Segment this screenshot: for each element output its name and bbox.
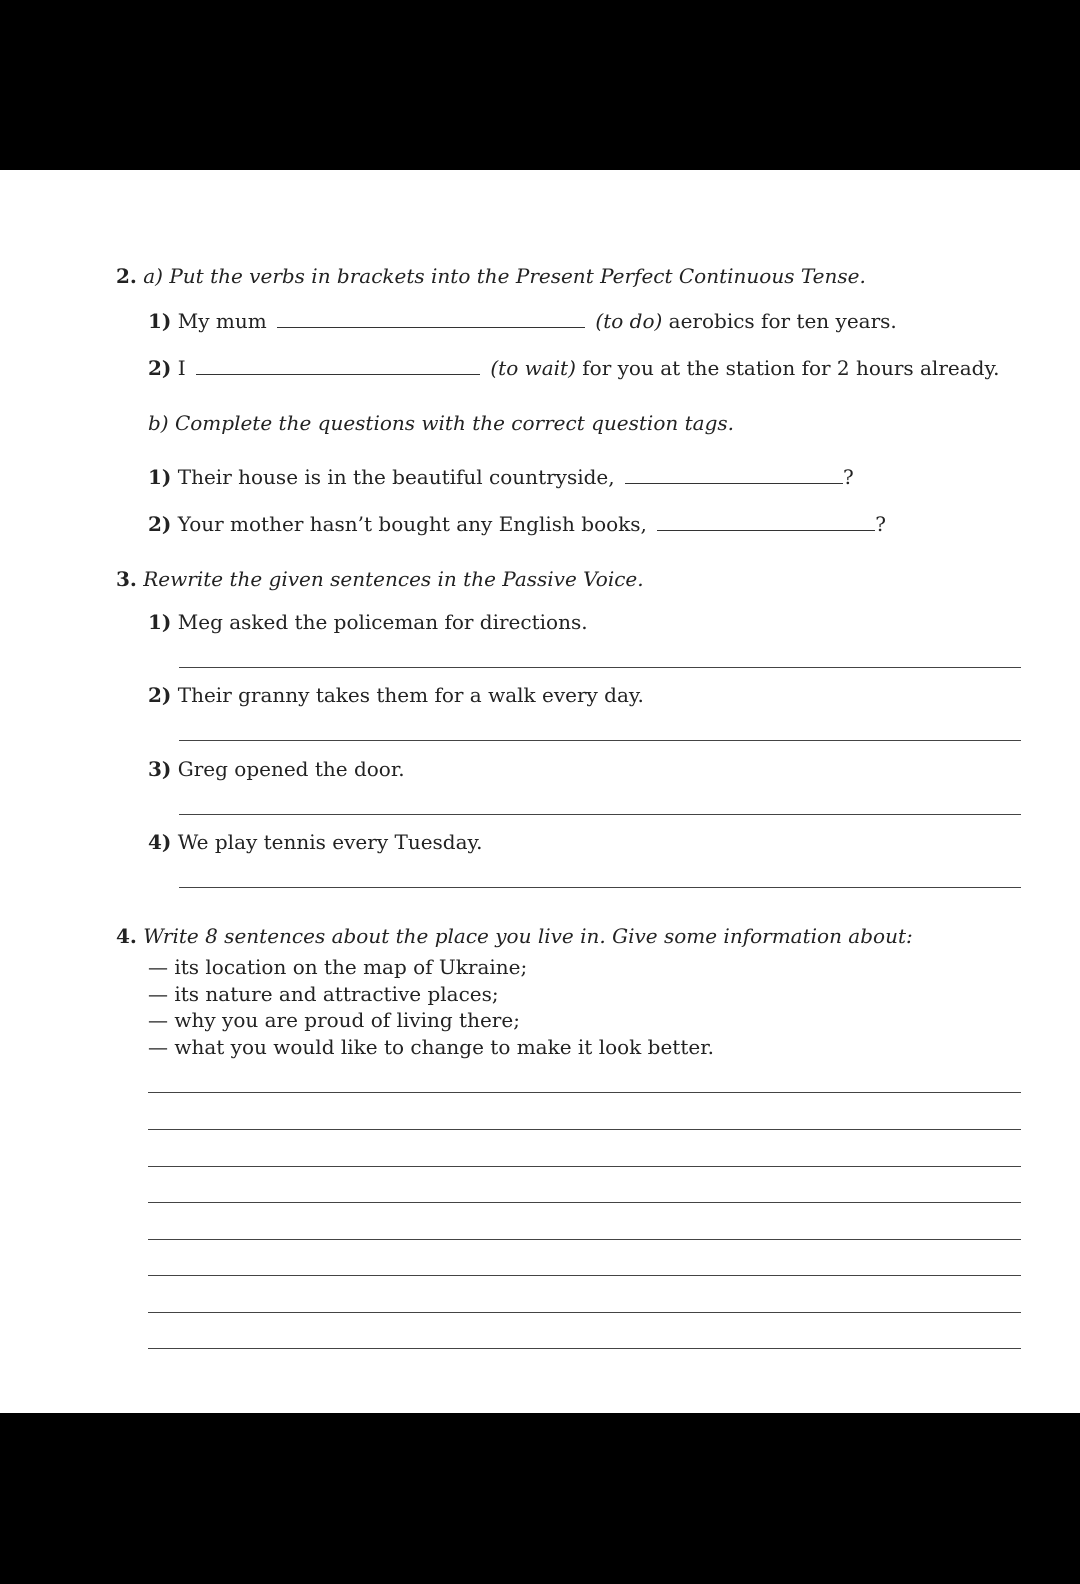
task2a-item-2 bbox=[148, 354, 999, 380]
task2b-item-2 bbox=[148, 510, 886, 536]
item-number: 1) bbox=[148, 465, 172, 489]
task4-bullet: — its nature and attractive places; bbox=[148, 982, 499, 1006]
item-number: 4) bbox=[148, 830, 172, 854]
item-number: 2) bbox=[148, 683, 172, 707]
question-tag-blank[interactable] bbox=[657, 510, 875, 531]
item-text-before: My mum bbox=[177, 309, 267, 333]
item-text-before: I bbox=[177, 356, 186, 380]
question-mark: ? bbox=[875, 512, 886, 536]
item-text: Their house is in the beautiful countryside, bbox=[177, 465, 615, 489]
writing-line[interactable] bbox=[148, 1275, 1021, 1276]
item-number: 3) bbox=[148, 757, 172, 781]
item-number: 1) bbox=[148, 610, 172, 634]
writing-line[interactable] bbox=[148, 1166, 1021, 1167]
verb-hint: (to do) bbox=[595, 309, 663, 333]
item-text: We play tennis every Tuesday. bbox=[177, 830, 483, 854]
question-tag-blank[interactable] bbox=[625, 463, 843, 484]
task4-bullet: — why you are proud of living there; bbox=[148, 1008, 520, 1032]
answer-blank[interactable] bbox=[277, 307, 585, 328]
worksheet-page bbox=[0, 170, 1080, 1413]
task3-heading bbox=[116, 567, 644, 591]
item-number: 2) bbox=[148, 512, 172, 536]
item-text: Your mother hasn’t bought any English books, bbox=[177, 512, 647, 536]
item-number: 2) bbox=[148, 356, 172, 380]
writing-line[interactable] bbox=[148, 1348, 1021, 1349]
item-text: Greg opened the door. bbox=[177, 757, 405, 781]
task4-instruction: Write 8 sentences about the place you live in. Give some information about: bbox=[143, 924, 913, 948]
verb-hint: (to wait) bbox=[490, 356, 576, 380]
answer-blank[interactable] bbox=[196, 354, 480, 375]
writing-line[interactable] bbox=[148, 1092, 1021, 1093]
task3-item-3 bbox=[148, 757, 405, 781]
task2-number: 2. bbox=[116, 264, 137, 288]
task4-bullet: — its location on the map of Ukraine; bbox=[148, 955, 528, 979]
task3-instruction: Rewrite the given sentences in the Passive Voice. bbox=[143, 567, 644, 591]
item-text-after: for you at the station for 2 hours already. bbox=[582, 356, 1000, 380]
task4-heading bbox=[116, 924, 913, 948]
task3-item-4 bbox=[148, 830, 483, 854]
task3-item-1 bbox=[148, 610, 588, 634]
answer-line[interactable] bbox=[179, 814, 1021, 815]
task4-number: 4. bbox=[116, 924, 137, 948]
task4-bullet: — what you would like to change to make it look better. bbox=[148, 1035, 714, 1059]
task2a-item-1 bbox=[148, 307, 897, 333]
item-number: 1) bbox=[148, 309, 172, 333]
task2a-instruction: a) Put the verbs in brackets into the Present Perfect Continuous Tense. bbox=[143, 264, 866, 288]
task2-heading bbox=[116, 264, 866, 288]
writing-line[interactable] bbox=[148, 1312, 1021, 1313]
writing-line[interactable] bbox=[148, 1202, 1021, 1203]
item-text: Their granny takes them for a walk every day. bbox=[177, 683, 644, 707]
task2b-instruction: b) Complete the questions with the correct question tags. bbox=[148, 411, 734, 435]
task3-item-2 bbox=[148, 683, 644, 707]
answer-line[interactable] bbox=[179, 887, 1021, 888]
task2b-item-1 bbox=[148, 463, 854, 489]
writing-line[interactable] bbox=[148, 1239, 1021, 1240]
writing-line[interactable] bbox=[148, 1129, 1021, 1130]
task3-number: 3. bbox=[116, 567, 137, 591]
item-text: Meg asked the policeman for directions. bbox=[177, 610, 588, 634]
answer-line[interactable] bbox=[179, 667, 1021, 668]
answer-line[interactable] bbox=[179, 740, 1021, 741]
question-mark: ? bbox=[842, 465, 854, 489]
item-text-after: aerobics for ten years. bbox=[668, 309, 897, 333]
